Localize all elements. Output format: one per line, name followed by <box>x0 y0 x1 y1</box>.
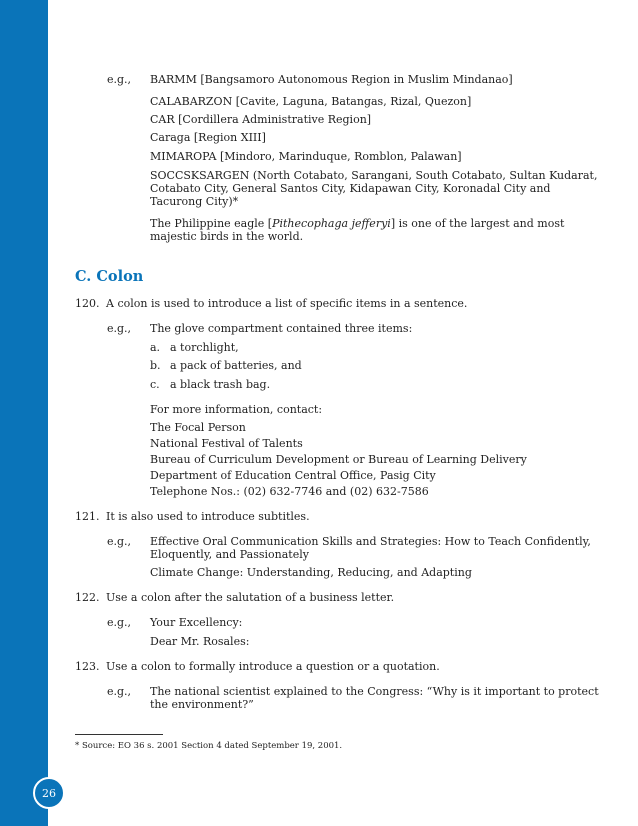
example-text: The national scientist explained to the Congress: “Why is it important to protect <box>150 685 599 698</box>
region-line: SOCCSKSARGEN (North Cotabato, Sarangani, South Cotabato, Sultan Kudarat, <box>150 169 598 182</box>
page-number: 26 <box>42 786 56 800</box>
contact-line: The Focal Person <box>150 421 246 434</box>
page-number-badge <box>33 777 65 809</box>
region-line: BARMM [Bangsamoro Autonomous Region in Muslim Mindanao] <box>150 73 513 86</box>
footnote-divider <box>75 734 163 735</box>
region-line: CAR [Cordillera Administrative Region] <box>150 113 372 126</box>
eagle-sentence: The Philippine eagle [Pithecophaga jefferyi] is one of the largest and most <box>150 217 565 230</box>
region-line: Caraga [Region XIII] <box>150 131 266 144</box>
example-text: Effective Oral Communication Skills and Strategies: How to Teach Confidently, <box>150 535 591 548</box>
example-text: Climate Change: Understanding, Reducing, and Adapting <box>150 566 472 579</box>
region-line: Cotabato City, General Santos City, Kidapawan City, Koronadal City and <box>150 182 551 195</box>
contact-line: Bureau of Curriculum Development or Bureau of Learning Delivery <box>150 453 527 466</box>
rule-number: 123. <box>75 660 100 673</box>
contact-line: Telephone Nos.: (02) 632-7746 and (02) 632-7586 <box>150 485 429 498</box>
rule-text: Use a colon after the salutation of a business letter. <box>106 591 395 604</box>
example-text: For more information, contact: <box>150 403 323 416</box>
example-text: Eloquently, and Passionately <box>150 548 309 561</box>
contact-line: Department of Education Central Office, Pasig City <box>150 469 436 482</box>
rule-number: 121. <box>75 510 100 523</box>
example-text: the environment?” <box>150 698 254 711</box>
rule-text: Use a colon to formally introduce a question or a quotation. <box>106 660 440 673</box>
example-text: The glove compartment contained three items: <box>150 322 413 335</box>
list-letter: a. <box>150 341 161 354</box>
footnote: * Source: EO 36 s. 2001 Section 4 dated September 19, 2001. <box>75 741 343 751</box>
eg-label: e.g., <box>107 322 132 335</box>
example-text: Dear Mr. Rosales: <box>150 635 250 648</box>
eg-label: e.g., <box>107 73 132 86</box>
rule-number: 122. <box>75 591 100 604</box>
section-heading: C. Colon <box>75 268 144 285</box>
list-letter: b. <box>150 359 161 372</box>
eg-label: e.g., <box>107 535 132 548</box>
list-item: a black trash bag. <box>170 378 271 391</box>
region-line: CALABARZON [Cavite, Laguna, Batangas, Rizal, Quezon] <box>150 95 472 108</box>
rule-number: 120. <box>75 297 100 310</box>
rule-text: A colon is used to introduce a list of specific items in a sentence. <box>106 297 468 310</box>
example-text: Your Excellency: <box>150 616 243 629</box>
contact-line: National Festival of Talents <box>150 437 303 450</box>
eagle-sentence-line2: majestic birds in the world. <box>150 230 304 243</box>
region-line: MIMAROPA [Mindoro, Marinduque, Romblon, Palawan] <box>150 150 462 163</box>
list-item: a pack of batteries, and <box>170 359 302 372</box>
eg-label: e.g., <box>107 685 132 698</box>
rule-text: It is also used to introduce subtitles. <box>106 510 310 523</box>
eg-label: e.g., <box>107 616 132 629</box>
list-item: a torchlight, <box>170 341 239 354</box>
region-line: Tacurong City)* <box>150 195 239 208</box>
list-letter: c. <box>150 378 160 391</box>
left-color-band <box>0 0 48 826</box>
